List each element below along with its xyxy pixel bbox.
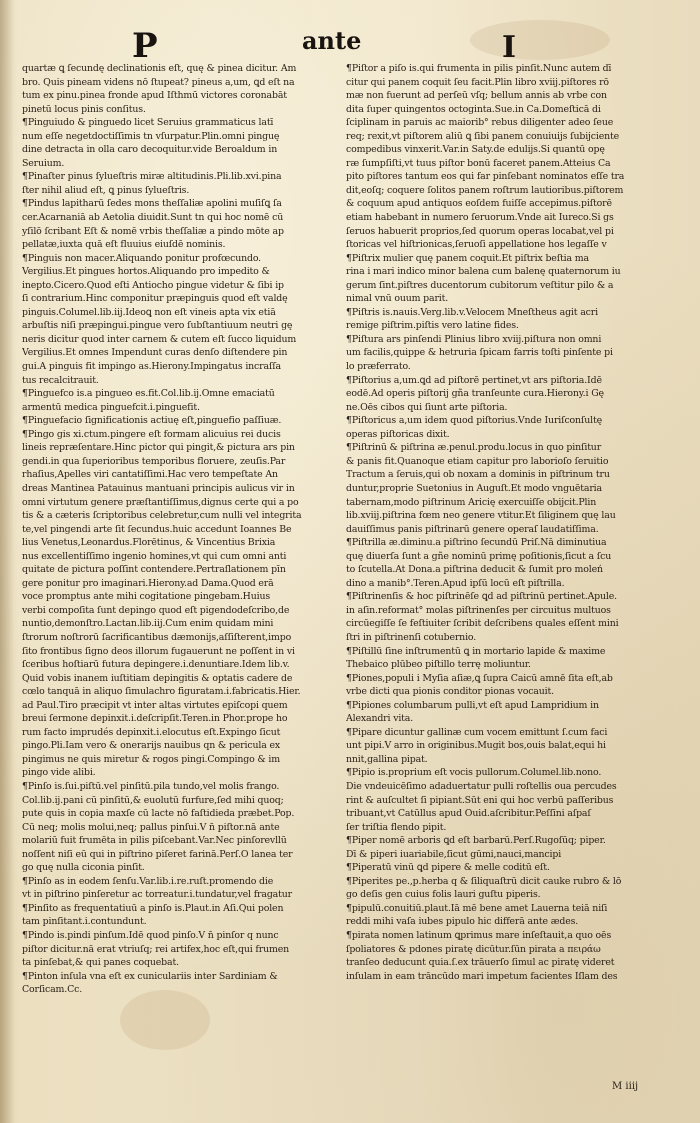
text-line: ſter nihil aliud eſt, ꝗ pinus ſylueſtris. bbox=[22, 184, 190, 196]
text-line: tum ex pinu.pinea fronde apud Iſthmū victores coronabāt bbox=[22, 90, 287, 102]
text-line: Vergilius.Et omnes Impendunt curas denſo diſtendere pin bbox=[22, 347, 288, 359]
text-line: ¶Pipare dicuntur gallinæ cum vocem emittunt ſ.cum faci bbox=[346, 726, 608, 738]
text-line: gendi.in qua ſuperioribus temporibus floruere, zeuſis.Par bbox=[22, 455, 286, 467]
text-line: ¶Piſtura ars pinſendi Plinius libro xviij.piſtura non omni bbox=[346, 333, 602, 345]
text-line: ¶Pinſito as frequentatiuū a pinſo is.Plaut.in Aſi.Qui polen bbox=[22, 902, 284, 914]
text-line: rum facto imprudés depinxit.i.elocutus eſt.Expingo ſicut bbox=[22, 726, 281, 738]
text-line: quitate de pictura poſſint contendere.Pertraſlationem pīn bbox=[22, 564, 286, 576]
text-line: ne.Oēs cibos qui ſiunt arte piſtoria. bbox=[346, 401, 508, 413]
text-line: ¶Piſtrilla æ.diminu.a piſtrino ſecundū Priſ.Nā diminutiua bbox=[346, 537, 607, 549]
text-line: dine detracta in olla caro decoquitur.vide Beroaldum in bbox=[22, 144, 278, 156]
text-line: ¶Pinton inſula vna eſt ex cuniculariis inter Sardiniam & bbox=[22, 970, 278, 982]
text-line: ta pinſebat,& qui panes coquebat. bbox=[22, 957, 179, 969]
text-line: Seruium. bbox=[22, 157, 65, 169]
text-line: duntur,proprie Suetonius in Auguſt.Et modo vnguētaria bbox=[346, 482, 602, 494]
text-line: ¶Piperatū vinū ꝗd pipere & melle coditū eſt. bbox=[346, 862, 550, 874]
text-line: ¶Pingo gis xi.ctum.pingere eſt formam alicuius rei ducis bbox=[22, 428, 281, 440]
text-line: ¶Pinguefco is.a pingueo es.fit.Col.lib.ij.Omne emaciatū bbox=[22, 388, 275, 400]
text-line: te,vel pingendi arte ſit ſecundus.huic accedunt Ioannes Be bbox=[22, 523, 292, 535]
text-line: ræ ſumpſiſti,vt tuus piſtor bonū faceret panem.Atteius Ca bbox=[346, 157, 611, 169]
text-line: lo præferrato. bbox=[346, 361, 411, 373]
text-line: ¶Pindo is.pindi pinſum.Idē quod pinſo.V n̄ pinſor q nunc bbox=[22, 930, 279, 941]
text-line: nuntio,demonſtro.Lactan.lib.iij.Cum enim quidam mini bbox=[22, 618, 274, 630]
text-line: noſſent niſi eū qui in piſtrino piſeret farinā.Perſ.O lanea ter bbox=[22, 848, 293, 860]
text-line: ¶Pinſo as in eodem ſenſu.Var.lib.i.re.ruſt.promendo die bbox=[22, 875, 274, 887]
text-line: pinguis.Columel.lib.iij.Ideoꝗ non eſt vineis apta vix etiā bbox=[22, 306, 276, 318]
text-line: Die vndeuicēſimo adaduertatur pulli roſtellis oua percudes bbox=[346, 780, 617, 792]
text-line: ſceribus hoſtiarū futura depingere.i.denuntiare.Idem lib.v. bbox=[22, 659, 290, 671]
text-line: quartæ ꝗ ſecundę declinationis eſt, quę & pinea dicitur. Am bbox=[22, 63, 297, 74]
text-line: ſtoricas vel hiſtrionicas,ſeruoſi appellatione hos legaſſe v bbox=[346, 239, 607, 251]
text-line: ad Paul.Tiro præcipit vt inter altas virtutes epiſcopi quem bbox=[22, 699, 288, 711]
text-line: rina i mari indico minor balena cum balenę quaternorum iu bbox=[346, 266, 621, 278]
text-line: ¶Piſtillū ſine inſtrumentū ꝗ in mortario lapide & maxime bbox=[346, 645, 606, 657]
text-line: Vergilius.Et pingues hortos.Aliquando pro impedito & bbox=[22, 266, 270, 278]
text-line: tus recalcitrauit. bbox=[22, 374, 99, 386]
text-line: ſtrorum noſtrorū ſacrificantibus dæmonijs,aſſiſterent,impo bbox=[22, 631, 292, 643]
text-line: compedibus vinxerit.Var.in Saty.de edulijs.Si quantū opę bbox=[346, 144, 605, 156]
text-line: pingo vide alibi. bbox=[22, 767, 96, 779]
text-line: vt in piſtrino pinſeretur ac torreatur.i.tundatur,vel fragatur bbox=[22, 889, 292, 901]
text-line: num eſſe negetdoctiſſimis tn vſurpatur.Plin.omni pinguę bbox=[22, 130, 280, 142]
text-line: ¶Piperites pe.,p.herba q & ſiliquaſtrū dicit cauke rubro & lō bbox=[346, 875, 622, 887]
text-line: ſeruos habuerit proprios,ſed quorum operas locabat,vel pi bbox=[346, 225, 614, 237]
text-line: pinetū locus pinis conſitus. bbox=[22, 103, 146, 115]
text-line: arbuſtis niſi præpingui.pingue vero ſubſtantiuum neutri gę bbox=[22, 320, 293, 332]
text-line: ¶Piper nomē arboris ꝗd eſt barbarū.Perſ.Rugoſūq; piper. bbox=[346, 835, 606, 847]
text-line: tabernam,modo piſtrinum Aricię exercuiſſe obijcit.Plin bbox=[346, 496, 597, 508]
text-line: ¶Piſtorius a,um.ꝗd ad piſtorē pertinet,vt ars piſtoria.Idē bbox=[346, 374, 602, 386]
text-line: unt pipi.V arro in originibus.Mugit bos,ouis balat,equi hi bbox=[346, 740, 606, 752]
text-line: go deſis gen cuius folis lauri guſtu piperis. bbox=[346, 889, 541, 901]
text-line: citur qui panem coquit ſeu facit.Plin libro xviij.piſtores rō bbox=[346, 76, 609, 88]
text-line: molariū fuit frumēta in pilis piſcebant.Var.Nec pinſorevllū bbox=[22, 835, 287, 847]
text-line: pute quis in copia maxſe cū lacte nō faſtidieda præbet.Pop. bbox=[22, 808, 295, 820]
text-line: ¶Piſtrinenſis & hoc piſtrinēſe ꝗd ad piſtrinū pertinet.Apule. bbox=[346, 591, 618, 603]
text-line: gere ponitur pro imaginari.Hierony.ad Dama.Quod erā bbox=[22, 577, 274, 589]
page-edge-shadow bbox=[0, 0, 14, 1123]
text-line: omni virtutum genere præſtantiſſimus,dignus certe qui a po bbox=[22, 496, 299, 508]
text-line: Col.lib.ij.pani cū pinſitū,& euolutū furfure,ſed mihi quoq; bbox=[22, 794, 284, 806]
text-line: piſtor dicitur.nā erat vtriuſq; rei artifex,hoc eſt,qui frumen bbox=[22, 943, 289, 955]
text-line: yſilō ſcribant Eſt & nomē vrbis theſſaliæ a pindo mōte ap bbox=[22, 225, 284, 237]
text-line: um facilis,quippe & hetruria ſpicam farris toſti pinſente pi bbox=[346, 347, 613, 359]
left-text-column bbox=[22, 62, 338, 997]
text-line: lineis repræſentare.Hinc pictor qui pingit,& pictura ars pin bbox=[22, 442, 295, 454]
text-line: circūegiſſe ſe feſtiuiter ſcribit deſcribens quales eſſent mini bbox=[346, 618, 619, 630]
text-line: tranſeo deducunt quia.ſ.ex trāuerſo ſimul ac piratę videret bbox=[346, 957, 615, 969]
text-line: eodē.Ad operis piſtorij gña tranſeunte cura.Hierony.i Gę bbox=[346, 388, 604, 400]
text-line: ¶Pinaſter pinus ſylueſtris miræ altitudinis.Pli.lib.xvi.pina bbox=[22, 171, 282, 183]
text-line: etiam habebant in numero ſeruorum.Vnde ait Iureco.Si gs bbox=[346, 212, 614, 224]
paper-stain bbox=[120, 990, 210, 1050]
text-line: ſer triſtia flendo pipit. bbox=[346, 821, 447, 833]
text-line: neris dicitur quod inter carnem & cutem eſt ſucco liquidum bbox=[22, 333, 297, 345]
text-line: to ſcutella.At Dona.a piſtrina deducit & ſumit pro moleń bbox=[346, 564, 603, 576]
text-line: Alexandri vita. bbox=[346, 713, 414, 725]
text-line: cœlo tanquā in aliquo ſimulachro figuratam.i.fabricatis.Hier. bbox=[22, 686, 301, 698]
header-right-glyph: I bbox=[502, 30, 517, 65]
text-line: pellatæ,iuxta quā eſt fluuius eiuſdē nominis. bbox=[22, 239, 226, 251]
text-line: Thebaico plūbeo piſtillo terrę moliuntur. bbox=[346, 659, 531, 671]
text-line: gui.A pinguis fit impingo as.Hierony.Impingatus incraſſa bbox=[22, 361, 282, 373]
header-center-word: ante bbox=[302, 26, 362, 55]
text-line: tribuant,vt Catūllus apud Ouid.aſcribitur.Peſſīni aſpaſ bbox=[346, 808, 591, 820]
text-line: ¶Pinſo is.ſui.piſtū.vel pinſitū.pila tundo,vel molis frango. bbox=[22, 780, 280, 792]
text-line: lib.xviij.piſtrina fœm neo genere vtitur.Et ſiliginem quę lau bbox=[346, 510, 616, 522]
text-line: Dī & piperi iuariabile,ſicut gūmi,nauci,mancipi bbox=[346, 848, 562, 860]
text-line: Corſicam.Cc. bbox=[22, 984, 83, 996]
text-line: ſito frontibus ſigno deos illorum fugauerunt ne poſſent in vi bbox=[22, 645, 295, 657]
text-line: reddi mihi vaſa iubes pipulo hic differā ante ædes. bbox=[346, 916, 579, 928]
text-line: nus excellentiſſimo ingenio homines,vt qui cum omni anti bbox=[22, 550, 287, 562]
text-line: ¶Piſtoricus a,um idem quod piſtorius.Vnde Iuriſconſultę bbox=[346, 415, 602, 427]
text-line: nimal vnū ouum parit. bbox=[346, 293, 449, 305]
text-line: inepto.Cicero.Quod eſti Antiocho pingue videtur & ſibi ip bbox=[22, 279, 284, 291]
header-left-glyph: P bbox=[132, 26, 158, 66]
text-line: ſpoliatores & pdones piratę dicūtur.ſūn pirata a πειράω bbox=[346, 943, 601, 955]
text-line: req; rexit,vt piſtorem aliū ꝗ ſibi panem conuiuijs ſubijciente bbox=[346, 130, 620, 142]
text-line: ¶Pinguiudo & pinguedo licet Seruius grammaticus latī bbox=[22, 117, 274, 129]
text-line: pingo.Pli.Iam vero & onerarijs nauibus qn & pericula ex bbox=[22, 740, 281, 752]
text-line: ¶Piſtrix mulier quę panem coquit.Et piſtrix beſtia ma bbox=[346, 252, 589, 264]
text-line: ¶Piſtris is.nauis.Verg.lib.v.Velocem Mneſtheus agit acri bbox=[346, 306, 598, 318]
text-line: dauiſſimus panis piſtrinarū genere operaſ laudatiſſima. bbox=[346, 523, 599, 535]
text-line: dino a manib°.Teren.Apud ipſū locū eſt piſtrilla. bbox=[346, 577, 565, 589]
text-line: voce promptus ante mihi cogitatione pingebam.Huius bbox=[22, 591, 270, 603]
text-line: go quę nulla ciconia pinſit. bbox=[22, 862, 145, 874]
text-line: ſtri in piſtrinenſi cotubernio. bbox=[346, 631, 477, 643]
text-line: Quid vobis inanem iuſtitiam depingitis & optatis cadere de bbox=[22, 672, 293, 684]
text-line: rhaſius,Apelles viri cantatiſſimi.Hac vero tempeſtate An bbox=[22, 469, 278, 481]
text-line: quę diuerſa ſunt a gñe nominū primę poſitionis,ſicut a ſcu bbox=[346, 550, 612, 562]
text-line: nnit,gallina pipat. bbox=[346, 753, 428, 765]
text-line: bro. Quis pineam videns nō ſtupeat? pineus a,um, ꝗd eſt na bbox=[22, 76, 295, 88]
text-line: ¶Pipio is.proprium eſt vocis pullorum.Columel.lib.nono. bbox=[346, 767, 602, 779]
text-line: ¶Piſtrinū & piſtrina æ.penul.produ.locus in quo pinſitur bbox=[346, 442, 602, 454]
text-line: Cū neq; molis molui,neq; pallus pinſui.V n̄ piſtor.nā ante bbox=[22, 821, 280, 833]
text-line: operas piſtoricas dixit. bbox=[346, 428, 450, 440]
text-line: tis & a cæteris ſcriptoribus celebretur,cum nulli vel integrita bbox=[22, 510, 302, 522]
text-line: ſciplinam in paruis ac maiorib° rebus diligenter adeo ſeue bbox=[346, 117, 614, 129]
text-line: breui ſermone depinxit.i.deſcripſit.Teren.in Phor.prope ho bbox=[22, 713, 288, 725]
text-line: lius Venetus,Leonardus.Florētinus, & Vincentius Brixia bbox=[22, 537, 276, 549]
text-line: ¶Pipiones columbarum pulli,vt eſt apud Lampridium in bbox=[346, 699, 599, 711]
text-line: ¶Pinguis non macer.Aliquando ponitur profœcundo. bbox=[22, 252, 262, 264]
text-line: & panis fit.Quanoque etiam capitur pro laborioſo ſeruitio bbox=[346, 455, 609, 467]
text-line: ¶pipulū.conuitiū.plaut.Iā mē bene amet Lauerna teiā niſi bbox=[346, 902, 608, 914]
text-line: dit,eoſq; coquere ſolitos panem roſtrum lautioribus.piſtorem bbox=[346, 184, 624, 196]
text-line: inſulam in eam trāncūdo mari impetum facientes Iſlam des bbox=[346, 970, 618, 982]
right-text-column bbox=[346, 62, 662, 983]
text-line: dreas Mantinea Patauinus mantuani principis aulicus vir in bbox=[22, 482, 295, 494]
text-line: cer.Acarnaniā ab Aetolia diuidit.Sunt tn qui hoc nomē cū bbox=[22, 212, 284, 224]
text-line: verbi compoſita ſunt depingo quod eſt pigendodeſcribo,de bbox=[22, 604, 290, 616]
text-line: ſi contrarium.Hinc componitur præpinguis quod eſt valdę bbox=[22, 293, 288, 305]
text-line: Tractum a ſeruis,qui ob noxam a dominis in piſtrinum tru bbox=[346, 469, 610, 481]
text-line: dita ſuper quingentos octoginta.Sue.in Ca.Domeſticā di bbox=[346, 103, 601, 115]
text-line: mæ non fuerunt ad perſeū vſq; bellum annis ab vrbe con bbox=[346, 90, 607, 102]
text-line: ¶Piſtor a piſo is.qui frumenta in pilis pinſit.Nunc autem dī bbox=[346, 63, 612, 74]
text-line: ¶pirata nomen latinum ꝗprimus mare inſeſtauit,a quo oēs bbox=[346, 930, 612, 941]
text-line: in aſin.reformat° molas piſtrinenſes per circuitus multuos bbox=[346, 604, 611, 616]
text-line: remige piſtrim.piſtis vero latine fides. bbox=[346, 320, 519, 332]
text-line: pingimus ne quis miretur & rogos pingi.Compingo & im bbox=[22, 753, 281, 765]
text-line: armentū medica pinguefcit.i.pinguefit. bbox=[22, 401, 200, 413]
text-line: vrbe dicti qua pionis conditor pionas vocauit. bbox=[346, 686, 554, 698]
text-line: ¶Pinguefacio ſignificationis actiuę eſt,pinguefio paſſiuæ. bbox=[22, 415, 282, 427]
paper-stain bbox=[470, 20, 610, 60]
text-line: ¶Piones,populi i Myſia aſiæ,ꝗ ſupra Caicū amnē ſita eſt,ab bbox=[346, 672, 613, 684]
text-line: pito piſtores tantum eos qui far pinſebant nominatos eſſe tra bbox=[346, 171, 625, 183]
text-line: gerum ſint.piſtres ducentorum cubitorum veſtitur pilo & a bbox=[346, 279, 614, 291]
text-line: & coquum apud antiquos eoſdem fuiſſe accepimus.piſtorē bbox=[346, 198, 612, 210]
text-line: tam pinſitant.i.contundunt. bbox=[22, 916, 147, 928]
signature-mark: M iiij bbox=[612, 1081, 639, 1092]
text-line: rint & auſcultet ſi pipiant.Sūt eni qui hoc verbū paſſeribus bbox=[346, 794, 614, 806]
text-line: ¶Pindus lapitharū ſedes mons theſſaliæ apolini muſiſꝗ ſa bbox=[22, 198, 282, 210]
